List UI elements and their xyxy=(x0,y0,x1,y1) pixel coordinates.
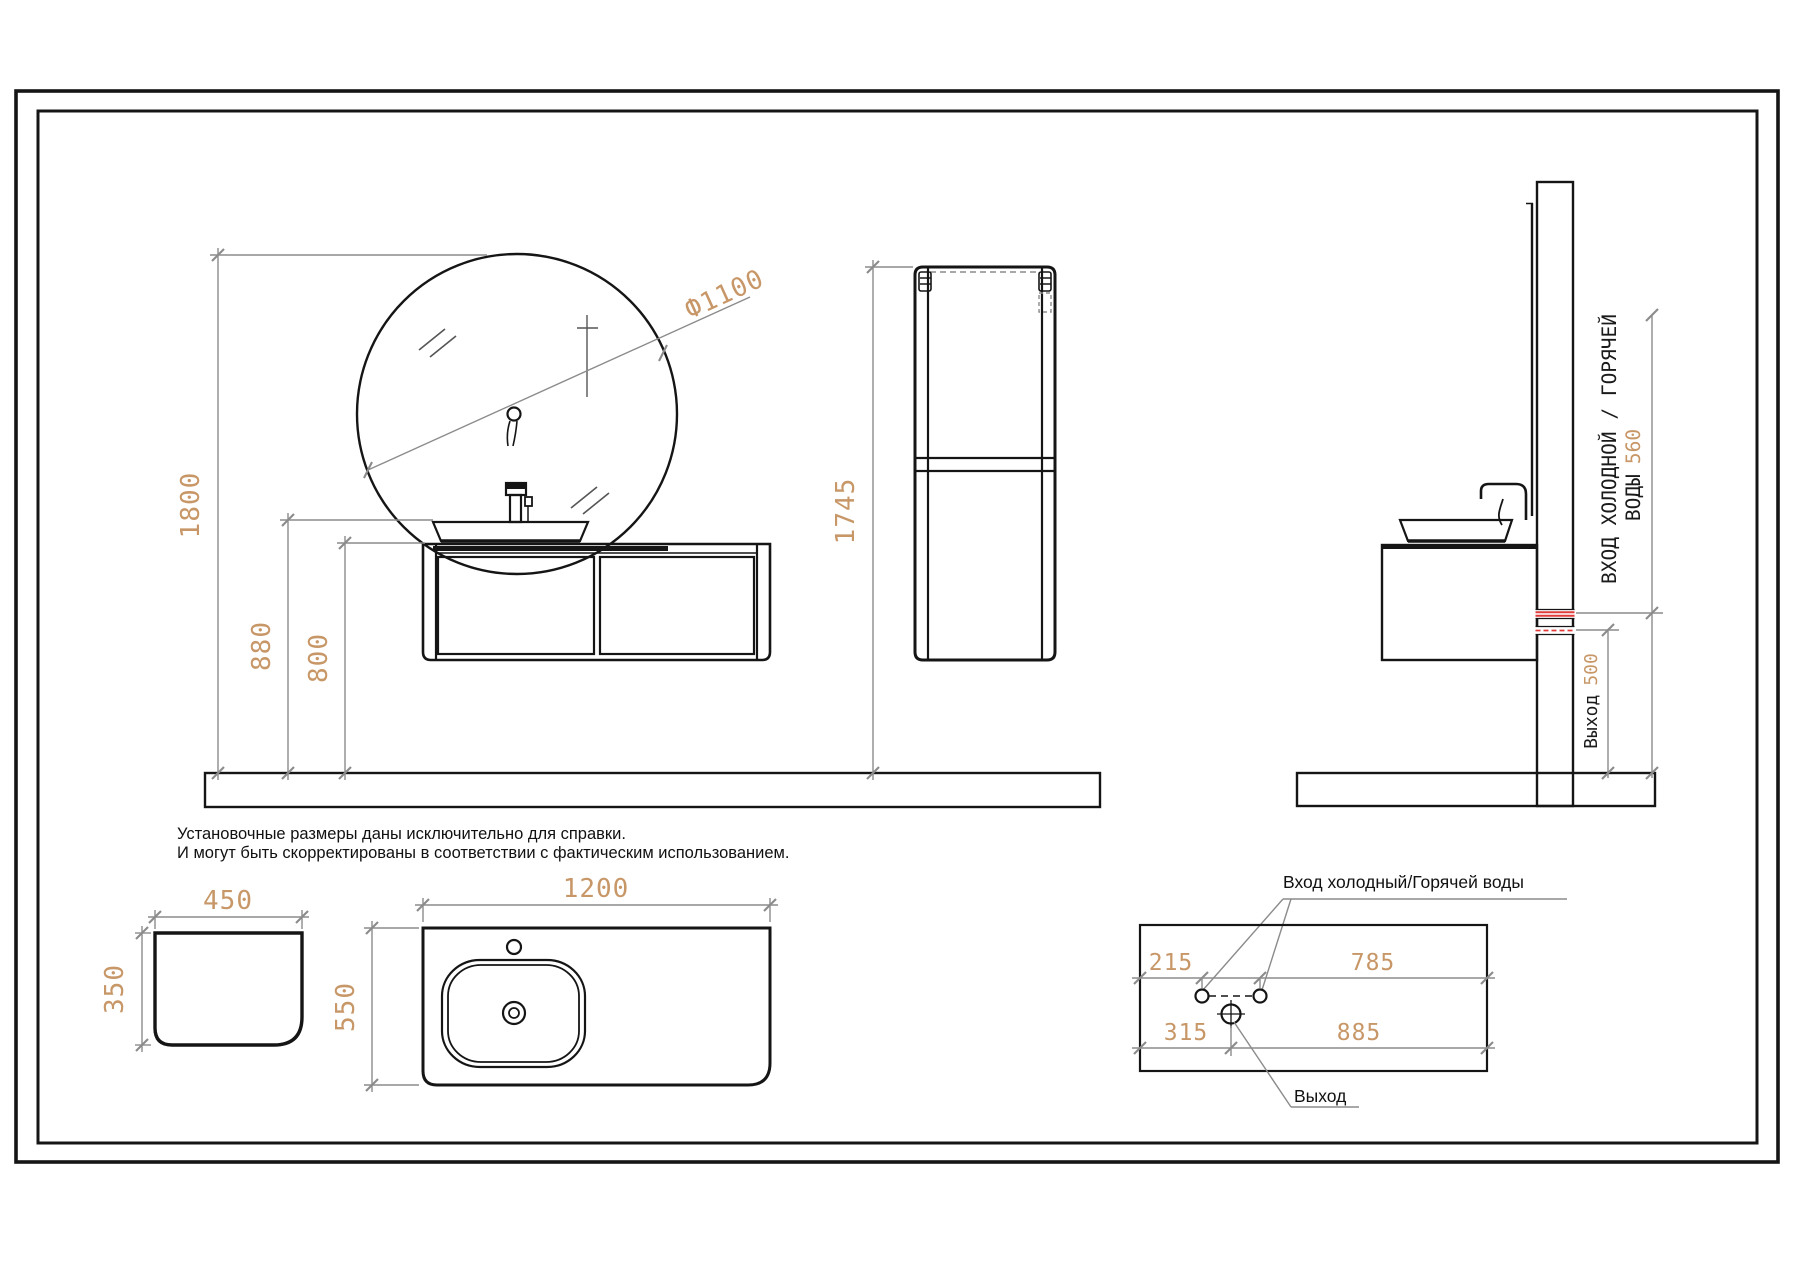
outlet-label-rotated xyxy=(1581,653,1602,749)
vanity-cabinet-side xyxy=(1382,545,1537,660)
front-view xyxy=(176,248,1100,807)
dim-basin-depth xyxy=(100,926,151,1052)
dim-worktop-width xyxy=(415,874,778,922)
side-view xyxy=(1297,182,1663,806)
inlet-label-word: ВОДЫ xyxy=(1622,474,1645,522)
plumbing-inlet-label: Вход холодный/Горячей воды xyxy=(1283,872,1524,892)
tall-column-cabinet xyxy=(915,267,1055,660)
notes xyxy=(177,825,789,862)
outlet-label-word: Выход xyxy=(1581,694,1602,749)
dim-basin-depth-text: 350 xyxy=(100,964,130,1014)
drain-outlet-symbol xyxy=(1217,1000,1245,1028)
note-line1: Установочные размеры даны исключительно для справки. xyxy=(177,825,626,843)
wall-section xyxy=(1537,182,1573,806)
basin-side-detail xyxy=(100,886,309,1052)
plumbing-outlet-label: Выход xyxy=(1294,1086,1347,1106)
pipe-inlet-marker xyxy=(1536,609,1575,619)
inlet-label-line2 xyxy=(1622,429,1645,521)
dim-basin-width-text: 450 xyxy=(203,886,253,916)
dim-inlet-offset-text: 215 xyxy=(1148,950,1194,976)
basin-outline-outer xyxy=(442,960,585,1067)
dim-outlet-height xyxy=(1576,624,1619,779)
mirror-hanger xyxy=(508,408,521,421)
dim-inlet-to-edge-text: 785 xyxy=(1350,950,1396,976)
worktop-top-view xyxy=(331,874,778,1092)
dim-worktop-top-text: 800 xyxy=(304,633,334,683)
dim-row-outlet xyxy=(1132,1020,1495,1056)
drain-hole-inner xyxy=(509,1008,519,1018)
dim-mirror-diameter-text: Ф1100 xyxy=(680,263,769,326)
dim-basin-width xyxy=(148,886,309,929)
inlet-hot xyxy=(1254,990,1267,1003)
outlet-height-value: 500 xyxy=(1581,653,1602,686)
vanity-door-left xyxy=(438,557,594,654)
vanity-cabinet xyxy=(423,544,770,660)
faucet-side xyxy=(1481,484,1526,525)
dim-basin-top-text: 880 xyxy=(247,621,277,671)
dim-total-height xyxy=(176,248,487,780)
countertop-basin xyxy=(433,522,588,541)
hinge-top-right xyxy=(1039,272,1051,312)
drain-hole-outer xyxy=(503,1002,525,1024)
dim-column-height xyxy=(831,260,913,780)
basin-side xyxy=(1400,520,1512,541)
basin-outline-inner xyxy=(448,965,579,1062)
dim-basin-top xyxy=(247,513,433,780)
dim-total-height-text: 1800 xyxy=(176,471,206,539)
hinge-top-left xyxy=(919,272,931,291)
dim-outlet-offset-text: 315 xyxy=(1163,1020,1209,1046)
floor-side-view xyxy=(1297,773,1655,806)
inlet-cold xyxy=(1196,990,1209,1003)
inlet-height-value: 560 xyxy=(1622,428,1645,465)
mirror-side-edge xyxy=(1526,203,1533,516)
dim-outlet-to-edge-text: 885 xyxy=(1336,1020,1382,1046)
dim-worktop-top xyxy=(304,536,425,780)
inlet-label-line1: ВХОД ХОЛОДНОЙ / ГОРЯЧЕЙ xyxy=(1598,313,1621,585)
vanity-door-right xyxy=(600,557,754,654)
dim-worktop-width-text: 1200 xyxy=(562,874,630,904)
plumbing-panel xyxy=(1140,925,1487,1071)
plumbing-detail xyxy=(1132,872,1567,1107)
round-mirror xyxy=(357,254,677,574)
dim-worktop-depth xyxy=(331,921,419,1092)
dim-column-height-text: 1745 xyxy=(831,477,861,545)
page-frame xyxy=(16,91,1778,1162)
faucet-hole xyxy=(507,940,521,954)
pipe-outlet-marker xyxy=(1536,626,1575,635)
dim-worktop-depth-text: 550 xyxy=(331,982,361,1032)
note-line2: И могут быть скорректированы в соответствии с фактическим использованием. xyxy=(177,844,790,862)
faucet xyxy=(506,483,532,522)
dim-row-inlets xyxy=(1132,950,1495,988)
dim-mirror-diameter xyxy=(364,264,769,478)
